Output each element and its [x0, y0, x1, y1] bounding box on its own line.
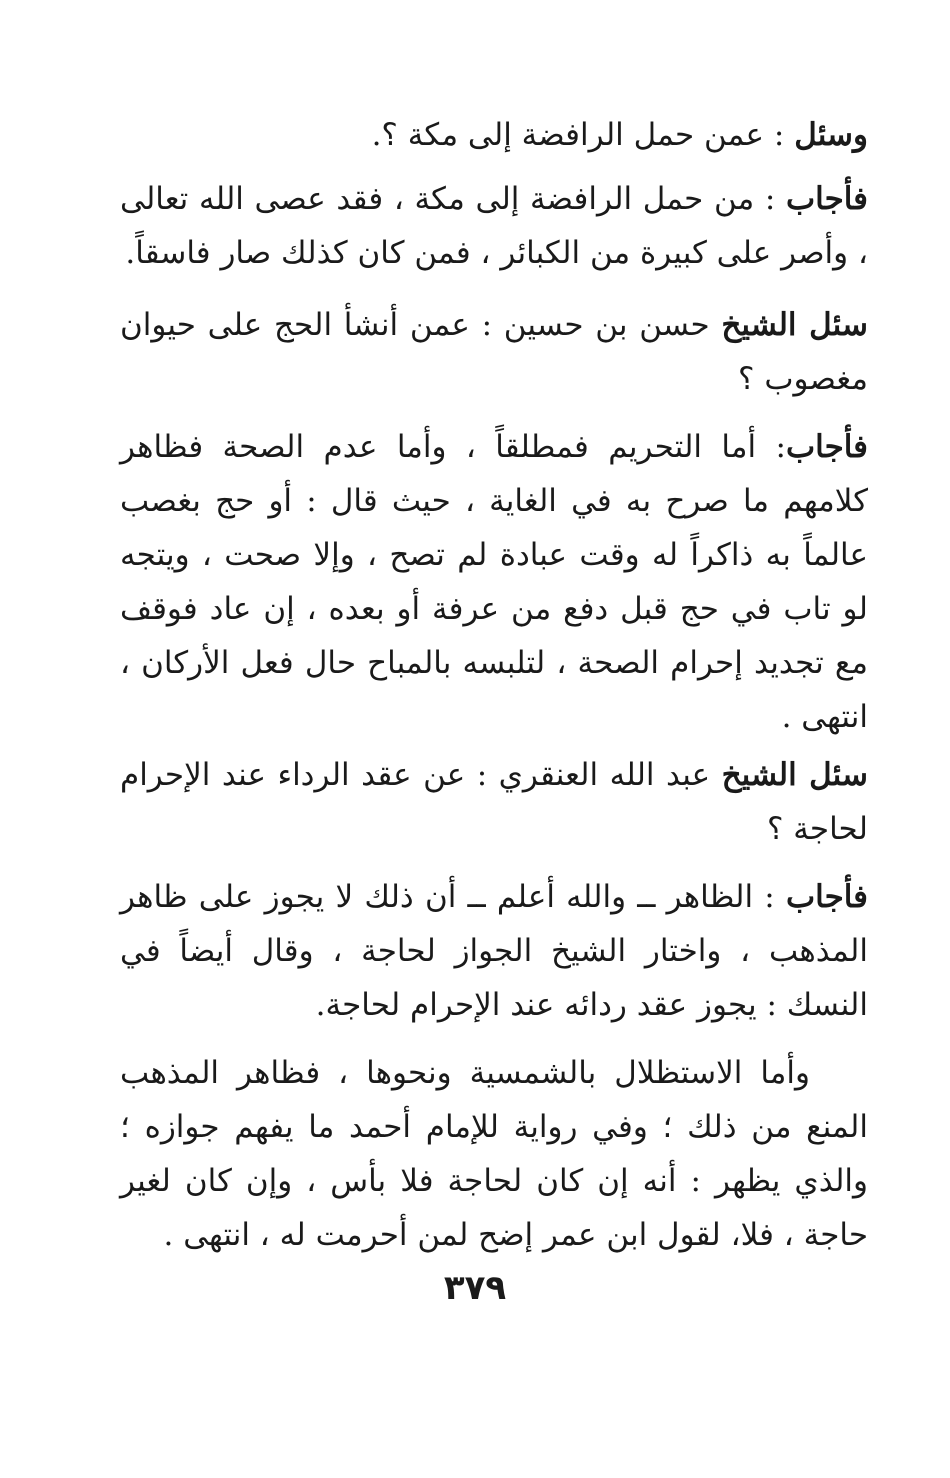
paragraph-text: : أما التحريم فمطلقاً ، وأما عدم الصحة فظاهر كلامهم ما صرح به في الغاية ، حيث قال : أو حج بغصب عالماً به ذاكراً له وقت عبادة لم تصح ، وإلا صحت ، ويتجه لو تاب في حج قبل دفع من عرفة أو بعده ، إن عاد فوقف مع تجديد إحرام الصحة ، لتلبسه بالمباح حال فعل الأركان ، انتهى .	[120, 429, 868, 735]
paragraph-text: : من حمل الرافضة إلى مكة ، فقد عصى الله تعالى ، وأصر على كبيرة من الكبائر ، فمن كان كذلك صار فاسقاً.	[120, 181, 868, 271]
continuation-paragraph	[120, 1046, 868, 1262]
paragraph-lead: وسئل	[794, 117, 868, 153]
paragraph-text: حسن بن حسين : عمن أنشأ الحج على حيوان مغصوب ؟	[120, 307, 868, 397]
paragraph-text: عبد الله العنقري : عن عقد الرداء عند الإحرام لحاجة ؟	[120, 757, 868, 847]
paragraph-lead: فأجاب	[785, 429, 868, 465]
answer-paragraph	[120, 870, 868, 1032]
paragraph-text: وأما الاستظلال بالشمسية ونحوها ، فظاهر المذهب المنع من ذلك ؛ وفي رواية للإمام أحمد ما يفهم جوازه ؛ والذي يظهر : أنه إن كان لحاجة فلا بأس ، وإن كان لغير حاجة ، فلا، لقول ابن عمر إضح لمن أحرمت له ، انتهى .	[120, 1055, 868, 1253]
page-body	[120, 108, 868, 1262]
question-paragraph	[120, 298, 868, 406]
paragraph-text: : عمن حمل الرافضة إلى مكة ؟.	[371, 117, 795, 153]
paragraph-lead: فأجاب	[785, 181, 868, 217]
answer-paragraph	[120, 172, 868, 280]
paragraph-lead: سئل الشيخ	[721, 757, 868, 793]
question-paragraph	[120, 108, 868, 162]
paragraph-lead: سئل الشيخ	[721, 307, 868, 343]
question-paragraph	[120, 748, 868, 856]
paragraph-text: : الظاهر ــ والله أعلم ــ أن ذلك لا يجوز على ظاهر المذهب ، واختار الشيخ الجواز لحاجة ، وقال أيضاً في النسك : يجوز عقد ردائه عند الإحرام لحاجة.	[120, 879, 868, 1023]
page-number: ٣٧٩	[443, 1268, 507, 1308]
answer-paragraph	[120, 420, 868, 744]
paragraph-lead: فأجاب	[785, 879, 868, 915]
